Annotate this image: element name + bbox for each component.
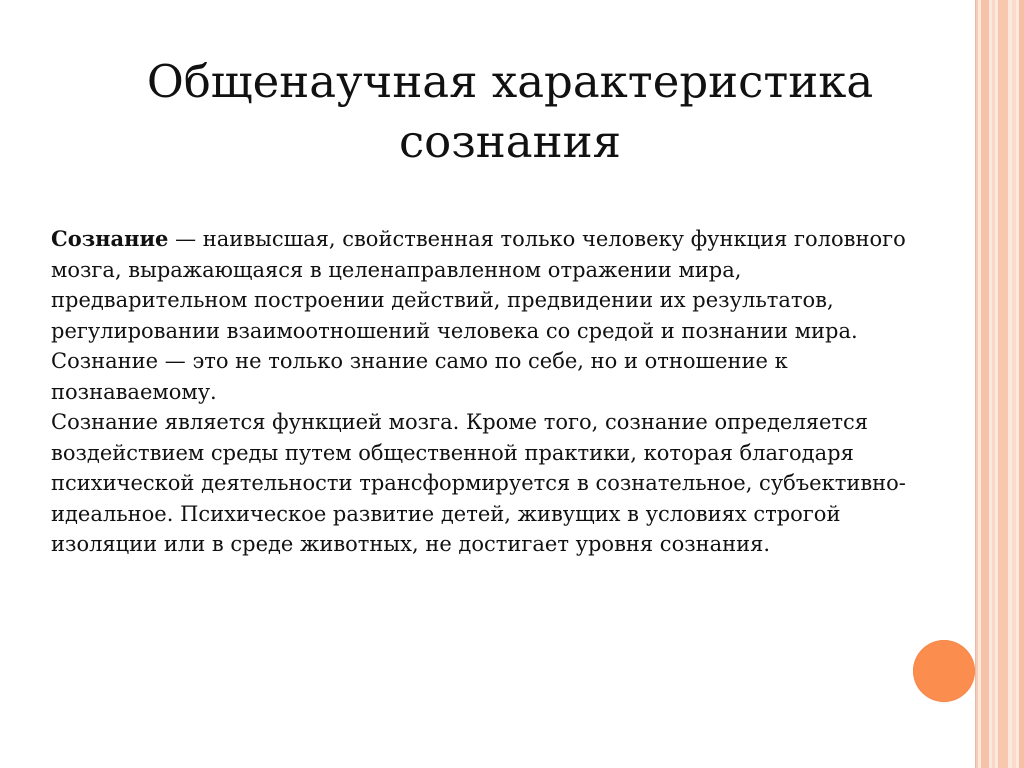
definition-term: Сознание	[51, 226, 169, 251]
decorative-stripe	[1019, 0, 1024, 768]
decorative-circle	[913, 640, 975, 702]
slide-title: Общенаучная характеристика сознания	[146, 55, 874, 168]
decorative-stripe	[981, 0, 989, 768]
definition-text: — наивысшая, свойственная только человеку функция головного мозга, выражающаяся в целенаправленном отражении мира, предварительном построении действий, предвидении их результатов, регулировании взаимоотношений человека со средой и познании мира.	[51, 227, 906, 343]
slide-body	[51, 224, 911, 560]
third-paragraph: Сознание является функцией мозга. Кроме того, сознание определяется воздействием среды путем общественной практики, которая благодаря психической деятельности трансформируется в сознательное, субъективно-идеальное. Психическое развитие детей, живущих в условиях строгой изоляции или в среде животных, не достигает уровня сознания.	[51, 410, 906, 556]
panel-edge	[976, 0, 978, 768]
decorative-stripe	[998, 0, 1008, 768]
definition-paragraph	[51, 224, 911, 346]
decorative-stripe	[1012, 0, 1016, 768]
decorative-stripe	[992, 0, 995, 768]
second-paragraph: Сознание — это не только знание само по себе, но и отношение к познаваемому.	[51, 349, 788, 404]
